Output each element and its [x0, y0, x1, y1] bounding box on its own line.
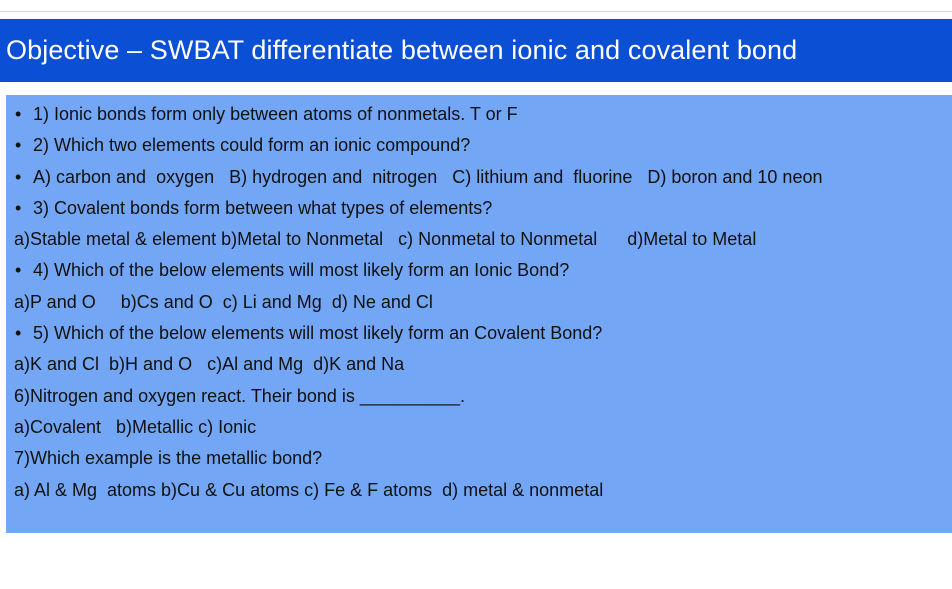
content-line-12: 7)Which example is the metallic bond?: [14, 448, 323, 469]
content-line-11: a)Covalent b)Metallic c) Ionic: [14, 416, 257, 437]
content-line-13: a) Al & Mg atoms b)Cu & Cu atoms c) Fe & F atoms d) metal & nonmetal: [14, 479, 604, 500]
content-line-1: • 1) Ionic bonds form only between atoms of nonmetals. T or F: [14, 99, 952, 130]
title-bar: [0, 19, 952, 82]
slide-title: Objective – SWBAT differentiate between ionic and covalent bond: [6, 35, 798, 65]
content-line-6: • 4) Which of the below elements will most likely form an Ionic Bond?: [14, 255, 952, 286]
content-box: [6, 95, 952, 533]
content-line-8: • 5) Which of the below elements will most likely form an Covalent Bond?: [14, 318, 952, 349]
content-line-5: a)Stable metal & element b)Metal to Nonmetal c) Nonmetal to Nonmetal d)Metal to Metal: [14, 229, 757, 250]
content-line-3: • A) carbon and oxygen B) hydrogen and nitrogen C) lithium and fluorine D) boron and 10 neon: [14, 162, 952, 193]
content-line-4: • 3) Covalent bonds form between what types of elements?: [14, 193, 952, 224]
content-line-9: a)K and Cl b)H and O c)Al and Mg d)K and Na: [14, 354, 405, 375]
content-line-10: 6)Nitrogen and oxygen react. Their bond is __________.: [14, 385, 465, 406]
content-line-2: • 2) Which two elements could form an ionic compound?: [14, 130, 952, 161]
top-divider: [0, 11, 952, 12]
content-line-7: a)P and O b)Cs and O c) Li and Mg d) Ne and Cl: [14, 291, 433, 312]
